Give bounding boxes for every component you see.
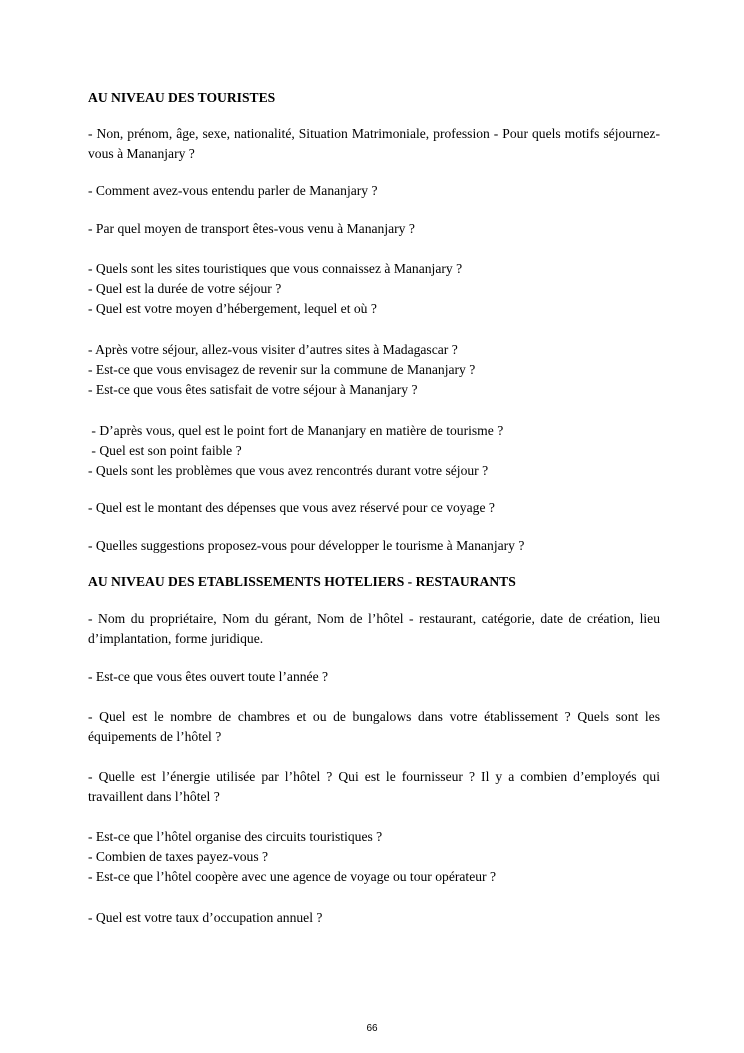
tourist-question-budget: - Quel est le montant des dépenses que vous avez réservé pour ce voyage ? (88, 500, 495, 515)
hotel-question-taxes: - Combien de taxes payez-vous ? (88, 849, 269, 864)
section-hotels-title: AU NIVEAU DES ETABLISSEMENTS HOTELIERS - RESTAURANTS (88, 574, 516, 589)
tourist-question-weak-point: - Quel est son point faible ? (88, 443, 242, 458)
tourist-question-other-sites: - Après votre séjour, allez-vous visiter d’autres sites à Madagascar ? (88, 342, 458, 357)
tourist-question-heard: - Comment avez-vous entendu parler de Mananjary ? (88, 183, 378, 198)
tourist-question-identity: - Non, prénom, âge, sexe, nationalité, Situation Matrimoniale, profession - Pour quels motifs séjournez-vous à Mananjary ? (88, 126, 660, 161)
hotel-question-group-operations (88, 827, 660, 887)
page-number: 66 (366, 1023, 378, 1034)
tourist-question-group-assessment (88, 421, 660, 481)
section-tourists-title: AU NIVEAU DES TOURISTES (88, 90, 276, 105)
tourist-question-transport: - Par quel moyen de transport êtes-vous venu à Mananjary ? (88, 221, 415, 236)
tourist-question-group-after (88, 340, 660, 400)
hotel-question-occupancy: - Quel est votre taux d’occupation annuel ? (88, 910, 323, 925)
tourist-question-satisfied: - Est-ce que vous êtes satisfait de votre séjour à Mananjary ? (88, 382, 418, 397)
hotel-question-identity: - Nom du propriétaire, Nom du gérant, Nom de l’hôtel - restaurant, catégorie, date de création, lieu d’implantation, forme juridique. (88, 611, 660, 646)
tourist-question-group-stay (88, 259, 660, 319)
hotel-question-energy: - Quelle est l’énergie utilisée par l’hôtel ? Qui est le fournisseur ? Il y a combien d’employés qui travaillent dans l’hôtel ? (88, 769, 660, 804)
tourist-question-strong-point: - D’après vous, quel est le point fort de Mananjary en matière de tourisme ? (88, 423, 504, 438)
tourist-question-duration: - Quel est la durée de votre séjour ? (88, 281, 282, 296)
tourist-question-problems: - Quels sont les problèmes que vous avez rencontrés durant votre séjour ? (88, 463, 489, 478)
hotel-question-rooms: - Quel est le nombre de chambres et ou de bungalows dans votre établissement ? Quels sont les équipements de l’hôtel ? (88, 709, 660, 744)
tourist-question-return: - Est-ce que vous envisagez de revenir sur la commune de Mananjary ? (88, 362, 476, 377)
hotel-question-open: - Est-ce que vous êtes ouvert toute l’année ? (88, 669, 329, 684)
tourist-question-sites: - Quels sont les sites touristiques que vous connaissez à Mananjary ? (88, 261, 463, 276)
hotel-question-agency: - Est-ce que l’hôtel coopère avec une agence de voyage ou tour opérateur ? (88, 869, 496, 884)
hotel-question-circuits: - Est-ce que l’hôtel organise des circuits touristiques ? (88, 829, 383, 844)
tourist-question-suggestions: - Quelles suggestions proposez-vous pour développer le tourisme à Mananjary ? (88, 538, 525, 553)
tourist-question-lodging: - Quel est votre moyen d’hébergement, lequel et où ? (88, 301, 377, 316)
